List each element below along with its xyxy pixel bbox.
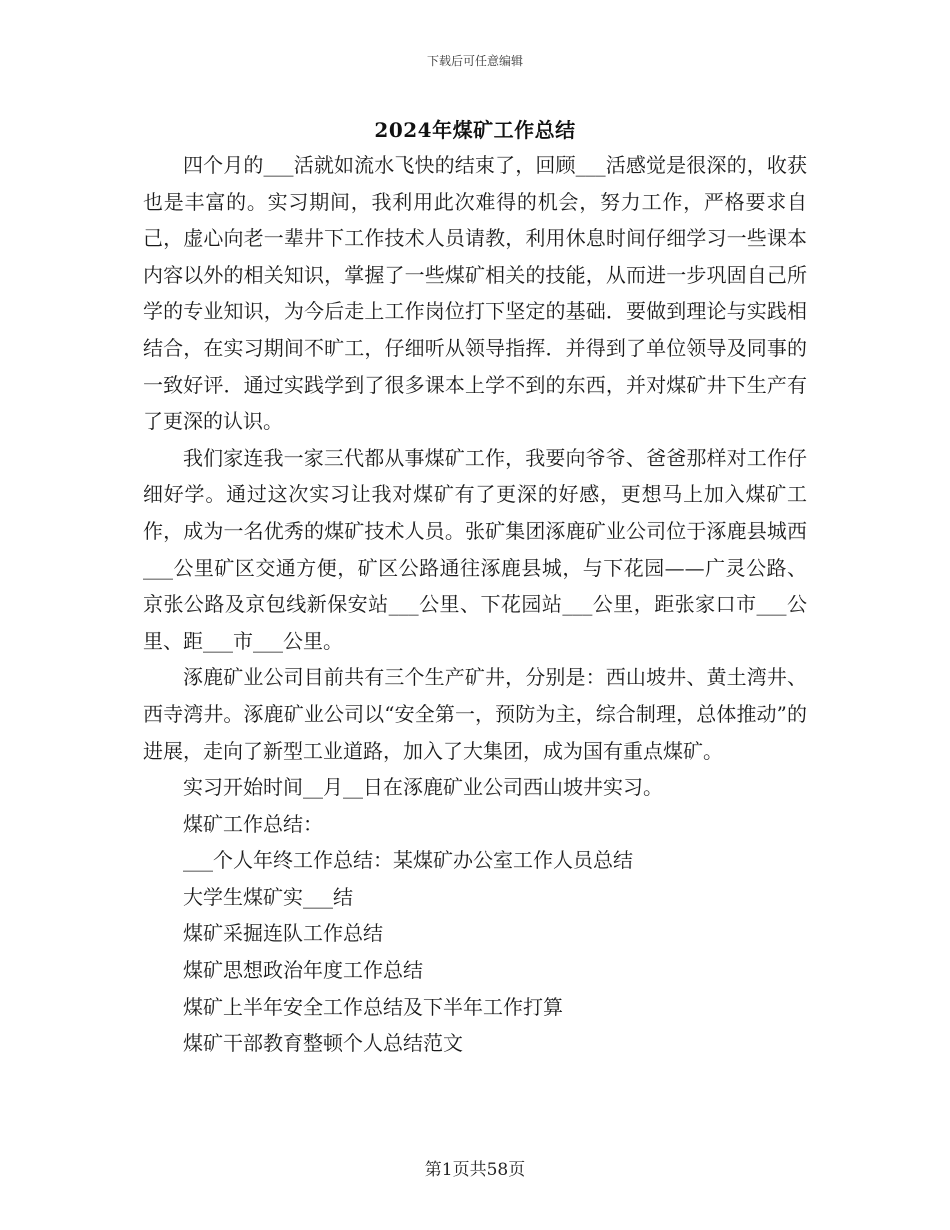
list-item: ___个人年终工作总结：某煤矿办公室工作人员总结: [183, 848, 633, 873]
list-item: 煤矿上半年安全工作总结及下半年工作打算: [183, 994, 563, 1019]
list-heading: 煤矿工作总结：: [183, 811, 323, 836]
header-note: 下载后可任意编辑: [426, 54, 523, 68]
body-paragraph: 涿鹿矿业公司目前共有三个生产矿井，分别是：西山坡井、黄土湾井、西寺湾井。涿鹿矿业公司以“安全第一，预防为主，综合制理，总体推动”的进展，走向了新型工业道路，加入了大集团，成为国有重点煤矿。: [143, 665, 807, 763]
body-paragraph: 四个月的___活就如流水飞快的结束了，回顾___活感觉是很深的，收获也是丰富的。实习期间，我利用此次难得的机会，努力工作，严格要求自己，虚心向老一辈井下工作技术人员请教，利用休息时间仔细学习一些课本内容以外的相关知识，掌握了一些煤矿相关的技能，从而进一步巩固自己所学的专业知识，为今后走上工作岗位打下坚定的基础．要做到理论与实践相结合，在实习期间不旷工，仔细听从领导指挥．并得到了单位领导及同事的一致好评．通过实践学到了很多课本上学不到的东西，并对煤矿井下生产有了更深的认识。: [143, 153, 807, 434]
document-title: 2024年煤矿工作总结: [374, 118, 576, 142]
list-item: 煤矿干部教育整顿个人总结范文: [183, 1031, 463, 1056]
body-paragraph: 我们家连我一家三代都从事煤矿工作，我要向爷爷、爸爸那样对工作仔细好学。通过这次实习让我对煤矿有了更深的好感，更想马上加入煤矿工作，成为一名优秀的煤矿技术人员。张矿集团涿鹿矿业公司位于涿鹿县城西___公里矿区交通方便，矿区公路通往涿鹿县城，与下花园——广灵公路、京张公路及京包线新保安站___公里、下花园站___公里，距张家口市___公里、距___市___公里。: [143, 445, 807, 653]
list-item: 大学生煤矿实___结: [183, 884, 353, 909]
document-body: [143, 147, 807, 1062]
list-item: 煤矿思想政治年度工作总结: [183, 958, 423, 983]
list-item: 煤矿采掘连队工作总结: [183, 921, 383, 946]
page-footer: 第1页共58页: [424, 1160, 526, 1180]
body-paragraph: 实习开始时间__月__日在涿鹿矿业公司西山坡井实习。: [183, 775, 663, 800]
